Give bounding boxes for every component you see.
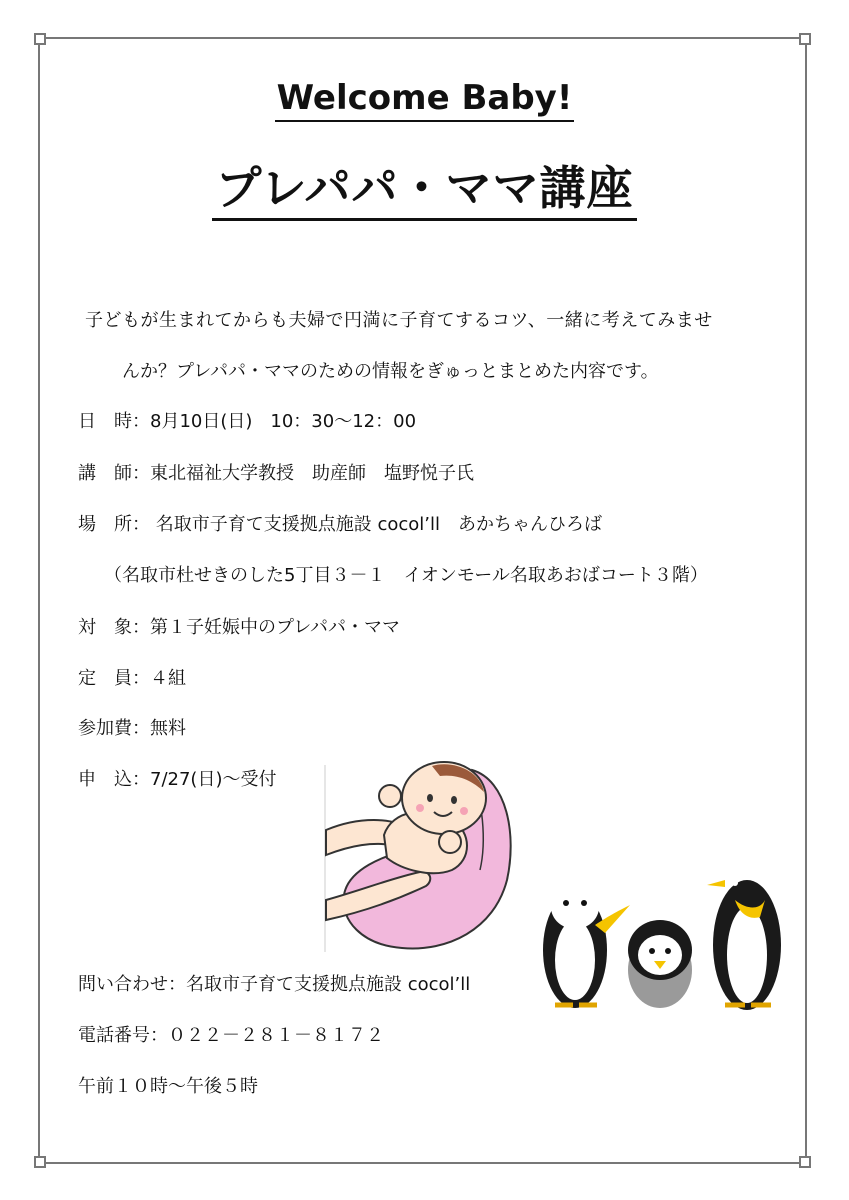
- title-english: Welcome Baby!: [0, 78, 849, 122]
- penguin-family-illustration: [535, 855, 800, 1015]
- hours-row: 午前１０時～午後５時: [78, 1076, 258, 1097]
- fee-label: 参加費：: [78, 718, 150, 739]
- phone-row: 電話番号：０２２－２８１－８１７２: [78, 1025, 384, 1046]
- lecturer-value: 東北福祉大学教授 助産師 塩野悦子氏: [150, 463, 474, 484]
- fee-value: 無料: [150, 718, 186, 739]
- inquiry-row: 問い合わせ：名取市子育て支援拠点施設 cocol’ll: [78, 974, 471, 995]
- date-row: [78, 410, 416, 434]
- lecturer-row: [78, 462, 474, 486]
- date-label: 日 時：: [78, 411, 150, 432]
- place-label: 場 所：: [78, 514, 150, 535]
- fee-row: [78, 717, 186, 741]
- target-value: 第１子妊娠中のプレパパ・ママ: [150, 617, 401, 638]
- apply-value: 7/27(日)～受付: [150, 769, 277, 790]
- capacity-row: [78, 667, 186, 691]
- date-value: 8月10日(日) 10：30～12：00: [150, 411, 417, 432]
- intro-line-1: 子どもが生まれてからも夫婦で円満に子育てするコツ、一緒に考えてみませ: [85, 310, 713, 331]
- apply-row: [78, 768, 276, 792]
- lecturer-label: 講 師：: [78, 463, 150, 484]
- intro-line-2: んか？プレパパ・ママのための情報をぎゅっとまとめた内容です。: [122, 361, 659, 382]
- title-japanese: プレパパ・ママ講座: [0, 162, 849, 221]
- target-row: [78, 616, 400, 640]
- capacity-value: ４組: [150, 668, 186, 689]
- address-row: （名取市杜せきのした5丁目３－１ イオンモール名取あおばコート３階）: [104, 565, 708, 586]
- capacity-label: 定 員：: [78, 668, 150, 689]
- baby-illustration: [322, 760, 532, 955]
- target-label: 対 象：: [78, 617, 150, 638]
- place-value: 名取市子育て支援拠点施設 cocol’ll あかちゃんひろば: [150, 514, 602, 535]
- apply-label: 申 込：: [78, 769, 150, 790]
- place-row: [78, 513, 602, 537]
